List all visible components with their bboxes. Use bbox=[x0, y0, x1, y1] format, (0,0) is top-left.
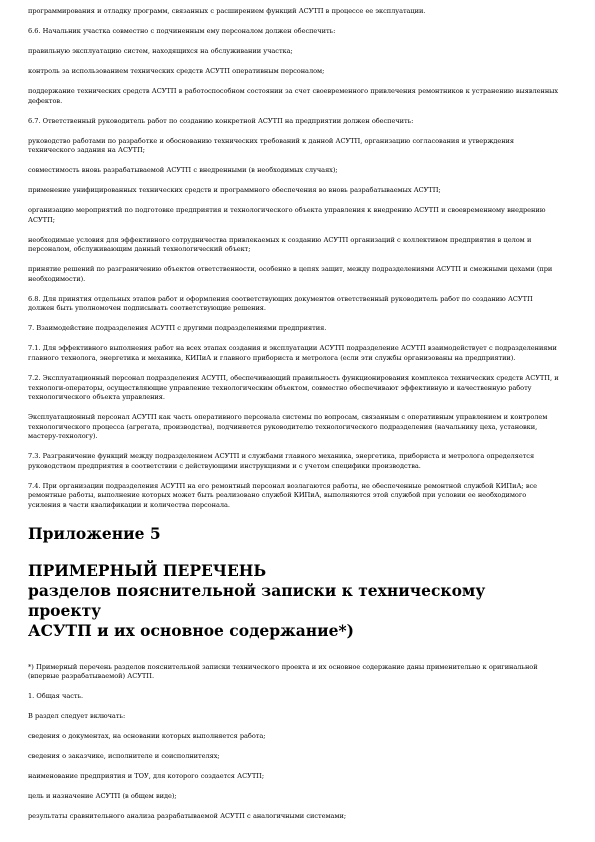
paragraph: 7.2. Эксплуатационный персонал подразделения АСУТП, обеспечивающий правильность функционирования комплекса технических средств АСУТП, и технологи-операторы, осуществляющие управление технологическим объектом, совместно обеспечивают эффективную и качественную работу технологического объекта управления. bbox=[28, 373, 559, 402]
paragraph: контроль за использованием технических средств АСУТП оперативным персоналом; bbox=[28, 66, 325, 75]
paragraph: сведения о документах, на основании которых выполняется работа; bbox=[28, 732, 266, 741]
document-title bbox=[28, 561, 559, 641]
paragraph: В раздел следует включать: bbox=[28, 712, 126, 721]
title-line: ПРИМЕРНЫЙ ПЕРЕЧЕНЬ bbox=[28, 560, 267, 580]
paragraph: сведения о заказчике, исполнителе и соисполнителях; bbox=[28, 752, 220, 761]
paragraph: принятие решений по разграничению объектов ответственности, особенно в цепях защит, между подразделениями АСУТП и смежными цехами (при необходимости). bbox=[28, 265, 553, 283]
paragraph: наименование предприятия и ТОУ, для которого создается АСУТП; bbox=[28, 772, 265, 781]
paragraph: 7. Взаимодействие подразделения АСУТП с другими подразделениями предприятия. bbox=[28, 324, 327, 333]
paragraph: Эксплуатационный персонал АСУТП как часть оперативного персонала системы по вопросам, связанным с оперативным управлением и контролем технологического процесса (агрегата, производства), подчиняется руководителю технологического подразделения (начальнику цеха, установки, мастеру-технологу). bbox=[28, 413, 548, 441]
paragraph: правильную эксплуатацию систем, находящихся на обслуживании участка; bbox=[28, 46, 293, 55]
paragraph: 7.4. При организации подразделения АСУТП на его ремонтный персонал возлагаются работы, не обеспеченные ремонтной службой КИПиА; все ремонтные работы, выполнение которых может быть реализовано службой КИПиА, выполняются этой службой при условии ее необходимого усиления в части квалификации и количества персонала. bbox=[28, 481, 537, 510]
section-heading: 1. Общая часть. bbox=[28, 692, 84, 701]
title-line: разделов пояснительной записки к техническому проекту bbox=[28, 580, 486, 620]
paragraph: применение унифицированных технических средств и программного обеспечения во вновь разрабатываемых АСУТП; bbox=[28, 186, 441, 195]
appendix-body bbox=[28, 663, 559, 822]
paragraph: результаты сравнительного анализа разрабатываемой АСУТП с аналогичными системами; bbox=[28, 812, 347, 821]
paragraph: необходимые условия для эффективного сотрудничества привлекаемых к созданию АСУТП организаций с коллективом предприятия в целом и персоналом, обслуживающим данный технологический объект; bbox=[28, 235, 532, 254]
paragraph: программирования и отладку программ, связанных с расширением функций АСУТП в процессе ее эксплуатации. bbox=[28, 7, 426, 15]
paragraph: цель и назначение АСУТП (в общем виде); bbox=[28, 792, 177, 801]
paragraph: руководство работами по разработке и обоснованию технических требований к данной АСУТП, организацию согласования и утверждения технического задания на АСУТП; bbox=[28, 136, 515, 155]
title-line: АСУТП и их основное содержание*) bbox=[28, 620, 354, 640]
section-6-7-text bbox=[28, 7, 559, 511]
paragraph: 6.6. Начальник участка совместно с подчиненным ему персоналом должен обеспечить: bbox=[28, 26, 336, 35]
paragraph: 6.8. Для принятия отдельных этапов работ и оформления соответствующих документов ответственный руководитель работ по созданию АСУТП должен быть уполномочен подписывать соответствующие решения. bbox=[28, 294, 533, 313]
paragraph: 7.3. Разграничение функций между подразделением АСУТП и службами главного механика, энергетика, прибориста и метролога определяется руководством предприятия в соответствии с действующими инструкциями и с учетом специфики производства. bbox=[28, 452, 535, 470]
appendix-heading: Приложение 5 bbox=[28, 523, 161, 543]
footnote-paragraph: *) Примерный перечень разделов пояснительной записки технического проекта и их основное содержание даны применительно к оригинальной (впервые разрабатываемой) АСУТП. bbox=[28, 662, 538, 681]
paragraph: 7.1. Для эффективного выполнения работ на всех этапах создания и эксплуатации АСУТП подразделение АСУТП взаимодействует с подразделениями главного технолога, энергетика и механика, КИПиА и главного прибориста и метролога (если эти службы организованы на предприятии). bbox=[28, 344, 557, 362]
paragraph: 6.7. Ответственный руководитель работ по созданию конкретной АСУТП на предприятии должен обеспечить: bbox=[28, 116, 414, 125]
paragraph: совместимость вновь разрабатываемой АСУТП с внедренными (в необходимых случаях); bbox=[28, 166, 338, 175]
paragraph: организацию мероприятий по подготовке предприятия и технологического объекта управления к внедрению АСУТП и своевременному внедрению АСУТП; bbox=[28, 206, 546, 224]
paragraph: поддержание технических средств АСУТП в работоспособном состоянии за счет своевременного привлечения ремонтников к устранению выявленных дефектов. bbox=[28, 86, 559, 105]
